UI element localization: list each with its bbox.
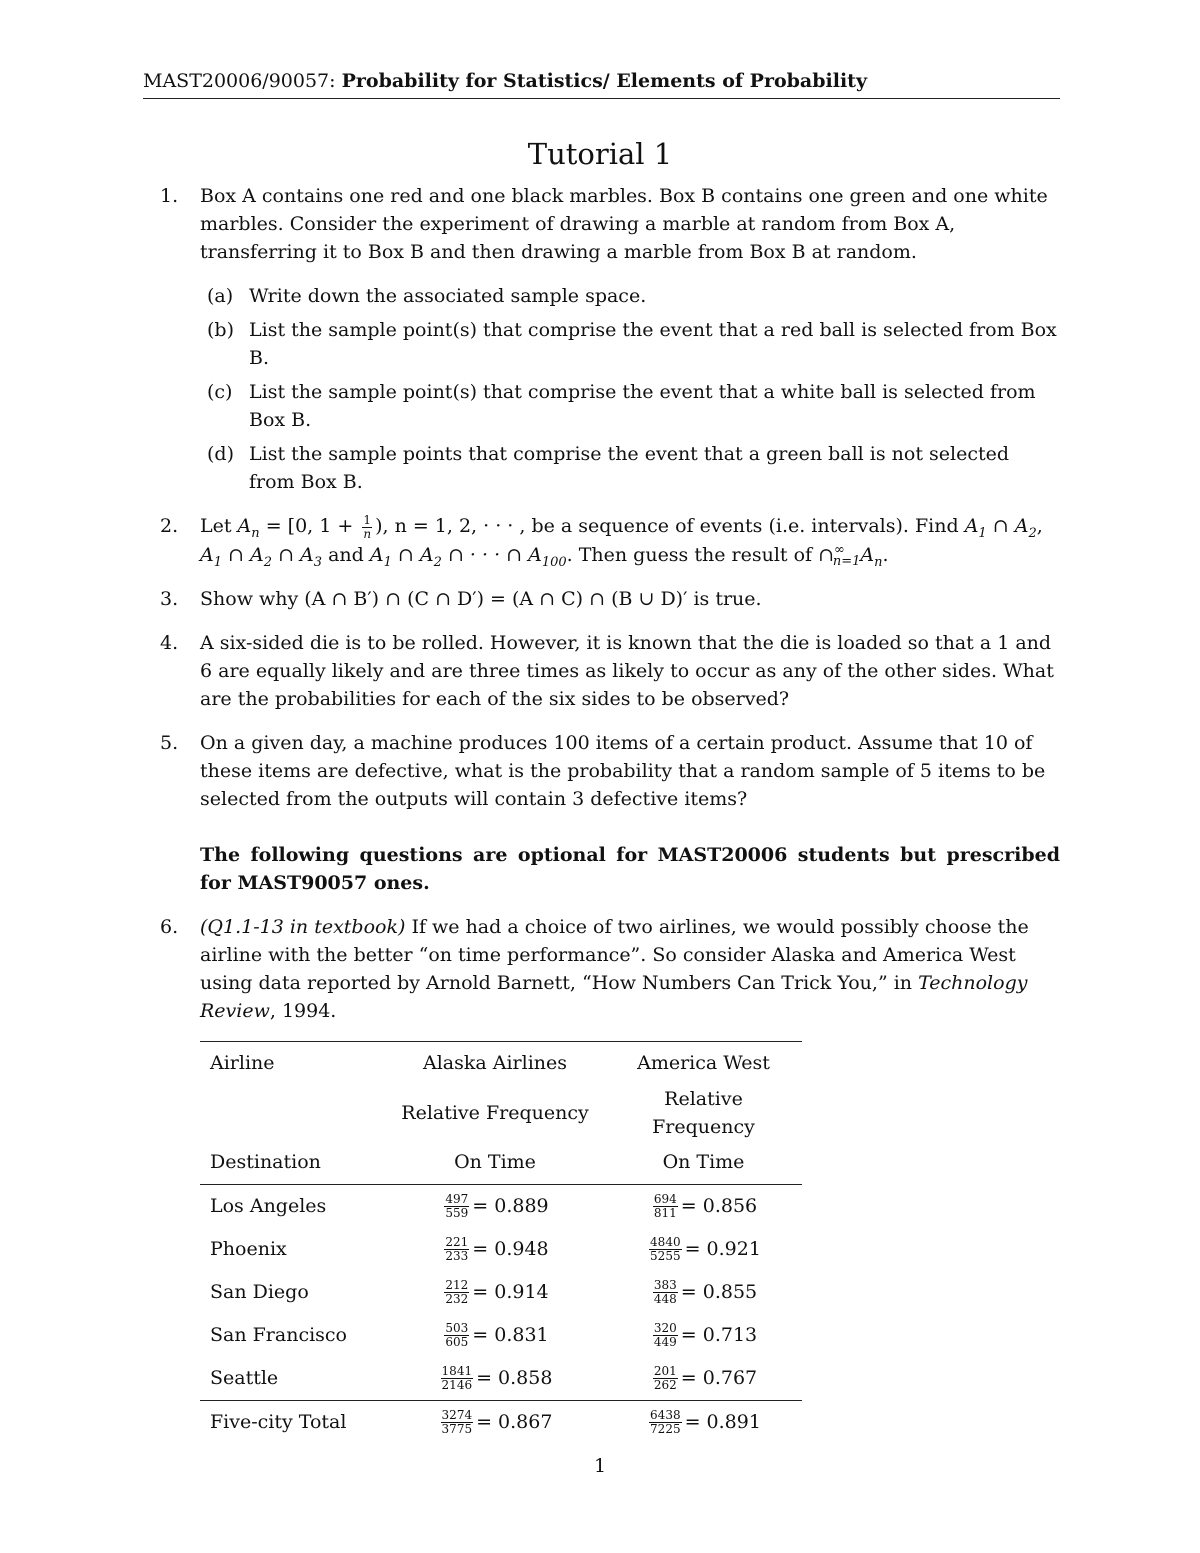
fraction: $\frac{320}{449}$: [653, 1321, 677, 1350]
destination-cell: Seattle: [210, 1367, 279, 1389]
table-row: [200, 1314, 802, 1357]
tutorial-content: [160, 182, 1060, 1444]
part-label: (d): [207, 443, 234, 465]
alaska-cell: $\frac{221}{233}$ = 0.948: [445, 1235, 549, 1264]
question-3: [160, 585, 1060, 613]
fraction: $\frac{212}{232}$: [445, 1278, 469, 1307]
part-b: [200, 316, 1060, 372]
destination-cell: Los Angeles: [210, 1195, 327, 1217]
running-header: [143, 68, 1060, 99]
question-number: 1.: [160, 185, 179, 207]
question-2: [160, 512, 1060, 569]
table-header-row: Relative Frequency Relative Frequency: [401, 1087, 755, 1138]
question-text: A six-sided die is to be rolled. However, it is known that the die is loaded so that a 1 and 6 are equally likely and are three times as likely to occur as any of the other sides. What are the probabilities for each of the six sides to be observed?: [200, 631, 1054, 710]
part-label: (c): [207, 381, 233, 403]
question-text: (Q1.1-13 in textbook) If we had a choice of two airlines, we would possibly choose the airline with the better “on time performance”. So consider Alaska and America West using data reported by Arnold Barnett, “How Numbers Can Trick You,” in Technology Review, 1994.: [200, 915, 1029, 1022]
textbook-reference: (Q1.1-13 in textbook): [200, 915, 406, 938]
question-text: Box A contains one red and one black marbles. Box B contains one green and one white marbles. Consider the experiment of drawing a marble at random from Box A, transferring it to Box B and then drawing a marble from Box B at random.: [200, 185, 1048, 263]
journal-name: Technology Review: [200, 971, 1028, 1022]
america-west-cell: $\frac{383}{448}$ = 0.855: [653, 1278, 758, 1307]
fraction: $\frac{383}{448}$: [653, 1278, 677, 1307]
america-west-cell: $\frac{201}{262}$ = 0.767: [653, 1364, 758, 1393]
fraction: $\frac{221}{233}$: [445, 1235, 469, 1264]
table-header-row: Destination On Time On Time: [200, 1141, 802, 1185]
question-number: 2.: [160, 515, 179, 537]
fraction: $\frac{3274}{3775}$: [441, 1408, 473, 1437]
course-subject: Probability for Statistics/ Elements of Probability: [341, 70, 867, 92]
fraction: $\frac{1}{n}$: [363, 512, 372, 541]
page-number: 1: [593, 1455, 607, 1477]
question-6: [160, 913, 1060, 1025]
table-header-row: Airline Alaska Airlines America West: [200, 1041, 802, 1085]
fraction: $\frac{503}{605}$: [445, 1321, 469, 1350]
part-text: List the sample point(s) that comprise the event that a white ball is selected from Box B.: [249, 381, 1036, 431]
question-text: Show why (A ∩ B′) ∩ (C ∩ D′) = (A ∩ C) ∩ (B ∪ D)′ is true.: [200, 587, 762, 610]
part-a: [200, 282, 1060, 310]
fraction: $\frac{497}{559}$: [445, 1192, 469, 1221]
infinite-intersection: $\cap^\infty_{n=1}A_n$: [818, 542, 883, 570]
airline-table: [200, 1041, 802, 1444]
table-row: [200, 1271, 802, 1314]
fraction: $\frac{1841}{2146}$: [441, 1364, 473, 1393]
question-4: [160, 629, 1060, 713]
america-west-cell: $\frac{694}{811}$ = 0.856: [653, 1192, 758, 1221]
table-row: [200, 1184, 802, 1228]
part-text: Write down the associated sample space.: [249, 285, 647, 307]
alaska-cell: $\frac{1841}{2146}$ = 0.858: [441, 1364, 553, 1393]
alaska-cell: $\frac{212}{232}$ = 0.914: [445, 1278, 549, 1307]
destination-cell: Phoenix: [210, 1238, 287, 1260]
page-title: Tutorial 1: [527, 137, 673, 171]
intersection-100: $A_1$ ∩ $A_2$ ∩ · · · ∩ $A_{100}$: [369, 543, 567, 570]
fraction: $\frac{201}{262}$: [653, 1364, 677, 1393]
destination-cell: San Diego: [210, 1281, 309, 1303]
alaska-cell: $\frac{503}{605}$ = 0.831: [445, 1321, 549, 1350]
table-total-row: Five-city Total $\frac{3274}{3775}$ = 0.867 $\frac{6438}{7225}$ = 0.891: [200, 1400, 802, 1444]
table-row: [200, 1228, 802, 1271]
event-definition: $A_n$: [237, 515, 260, 541]
question-number: 3.: [160, 587, 179, 610]
part-label: (b): [207, 319, 234, 341]
question-1-parts: [200, 282, 1060, 496]
part-text: List the sample point(s) that comprise the event that a red ball is selected from Box B.: [249, 319, 1057, 369]
part-d: [200, 440, 1060, 496]
fraction: $\frac{694}{811}$: [653, 1192, 677, 1221]
part-c: [200, 378, 1060, 434]
part-text: List the sample points that comprise the event that a green ball is not selected from Box B.: [249, 443, 1009, 493]
fraction: $\frac{4840}{5255}$: [650, 1235, 681, 1264]
destination-cell: San Francisco: [210, 1324, 347, 1346]
question-number: 5.: [160, 731, 179, 754]
fraction: $\frac{6438}{7225}$: [650, 1408, 681, 1437]
question-number: 6.: [160, 915, 179, 938]
table-row: [200, 1357, 802, 1401]
table-body: [200, 1184, 802, 1400]
question-number: 4.: [160, 631, 179, 654]
question-text: On a given day, a machine produces 100 items of a certain product. Assume that 10 of these items are defective, what is the probability that a random sample of 5 items to be selected from the outputs will contain 3 defective items?: [200, 731, 1046, 810]
optional-note: The following questions are optional for MAST20006 students but prescribed for MAST90057 ones.: [200, 843, 1060, 894]
course-code: MAST20006/90057:: [143, 70, 336, 92]
alaska-cell: $\frac{497}{559}$ = 0.889: [445, 1192, 549, 1221]
question-1: [160, 182, 1060, 496]
intersection-2: $A_1$ ∩ $A_2$: [964, 515, 1037, 541]
question-5: [160, 729, 1060, 813]
intersection-3: $A_1$ ∩ $A_2$ ∩ $A_3$: [200, 543, 323, 570]
question-text: Let $A_n = [0$, 1 + $\frac{1}{n}$ ), n = 1, 2, · · · , be a sequence of events (i.e. intervals). Find $A_1$ ∩ $A_2$, $A_1$ ∩ $A_2$ ∩ $A_3$ and $A_1$ ∩ $A_2$ ∩ · · · ∩ $A_{100}$. Then guess the result of $\cap^\infty_{n=1}A_n$.: [200, 512, 1043, 570]
part-label: (a): [207, 285, 234, 307]
america-west-cell: $\frac{4840}{5255}$ = 0.921: [650, 1235, 761, 1264]
america-west-cell: $\frac{320}{449}$ = 0.713: [653, 1321, 758, 1350]
